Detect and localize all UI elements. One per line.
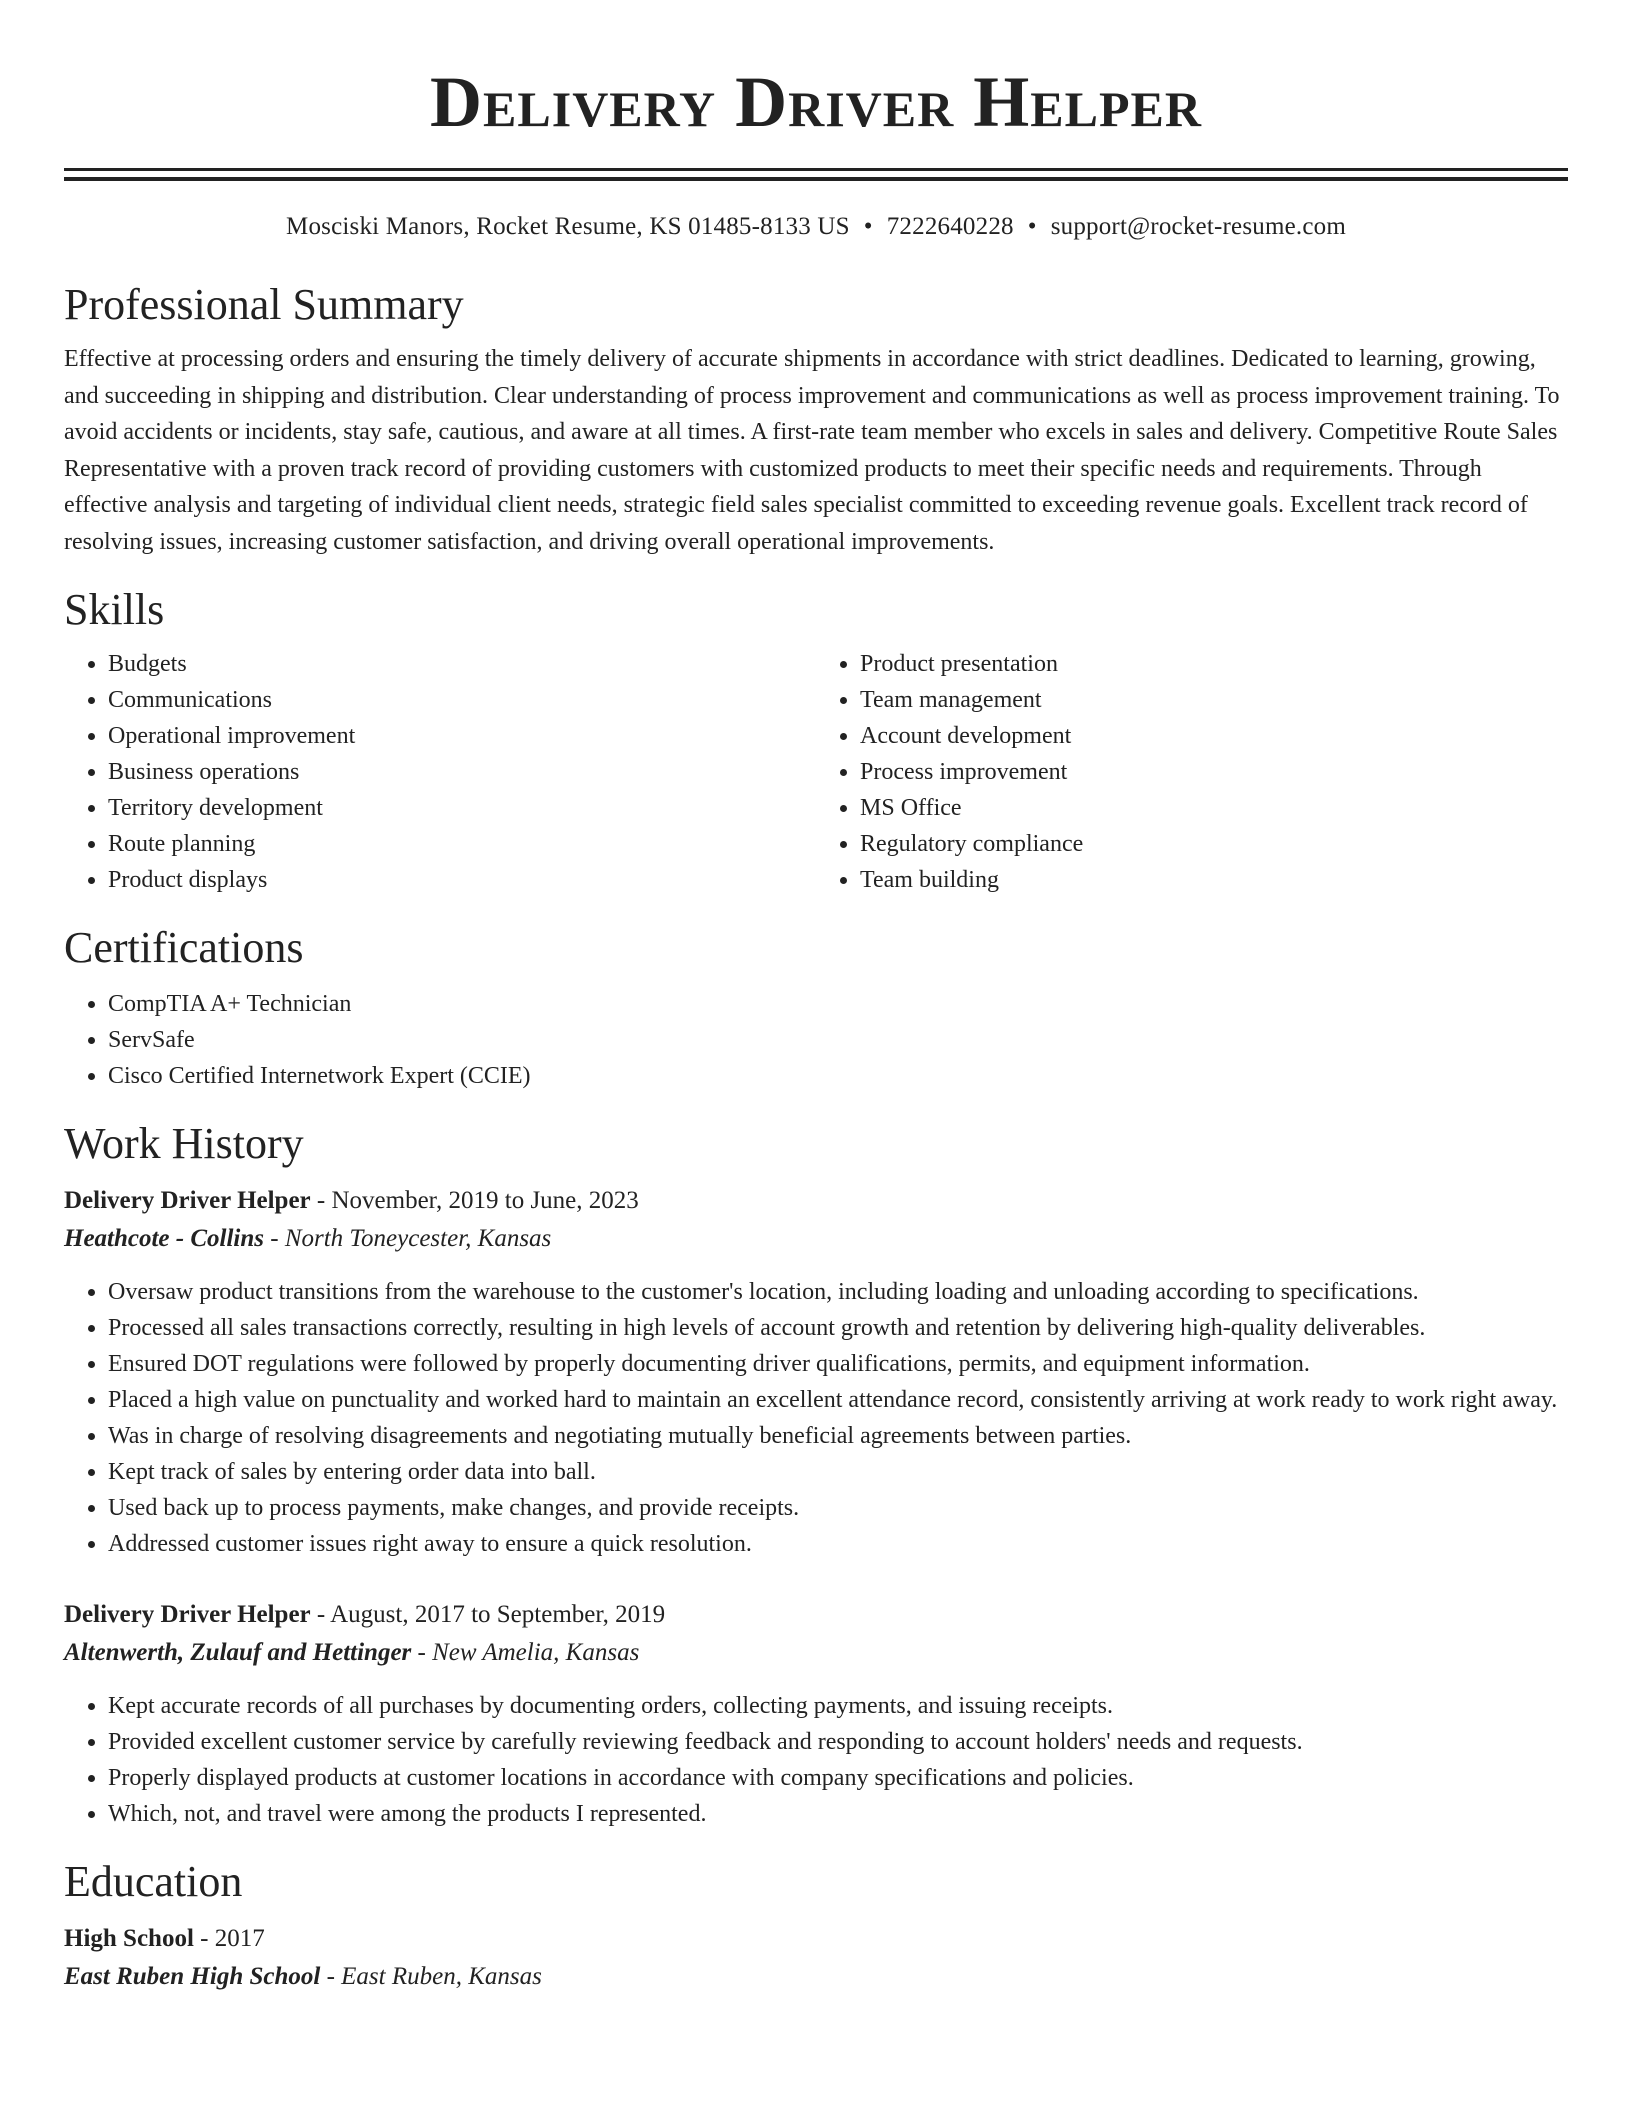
- job-duty: • Ensured DOT regulations were followed by properly documenting driver qualifications, permits, and equipment information.: [108, 1346, 1568, 1382]
- skill-item: • Territory development: [108, 790, 816, 826]
- skills-list-right: [816, 646, 1568, 898]
- education-degree: High School: [64, 1925, 194, 1952]
- contact-phone: 7222640228: [886, 213, 1014, 240]
- job-title: Delivery Driver Helper: [64, 1601, 311, 1628]
- job-location: - North Toneycester, Kansas: [264, 1225, 552, 1252]
- certifications-list: [64, 986, 1568, 1094]
- skill-item: • Team management: [860, 682, 1568, 718]
- education-school: East Ruben High School: [64, 1963, 321, 1990]
- skill-item: • Business operations: [108, 754, 816, 790]
- certification-item: • Cisco Certified Internetwork Expert (CCIE): [108, 1058, 1568, 1094]
- job-dates: - November, 2019 to June, 2023: [310, 1187, 639, 1214]
- section-heading-certifications: Certifications: [64, 923, 304, 972]
- skill-item: • Product displays: [108, 862, 816, 898]
- section-heading-skills: Skills: [64, 585, 165, 634]
- skill-item: • Communications: [108, 682, 816, 718]
- job-duty: • Processed all sales transactions correctly, resulting in high levels of account growth and retention by delivering high-quality deliverables.: [108, 1310, 1568, 1346]
- skill-item: • Budgets: [108, 646, 816, 682]
- skill-item: • Product presentation: [860, 646, 1568, 682]
- job-duty: • Kept accurate records of all purchases by documenting orders, collecting payments, and issuing receipts.: [108, 1688, 1568, 1724]
- job-company-line: [64, 1220, 1568, 1258]
- skill-item: • Regulatory compliance: [860, 826, 1568, 862]
- education-degree-line: [64, 1920, 1568, 1958]
- job-title: Delivery Driver Helper: [64, 1187, 311, 1214]
- job-entry: [64, 1182, 1568, 1562]
- education-location: - East Ruben, Kansas: [320, 1963, 542, 1990]
- job-entry: [64, 1596, 1568, 1832]
- education-school-line: [64, 1958, 1568, 1996]
- job-location: - New Amelia, Kansas: [411, 1639, 640, 1666]
- job-duty: • Kept track of sales by entering order data into ball.: [108, 1454, 1568, 1490]
- contact-line: [64, 211, 1568, 243]
- section-heading-education: Education: [64, 1857, 243, 1906]
- skill-item: • Process improvement: [860, 754, 1568, 790]
- summary-text: Effective at processing orders and ensuring the timely delivery of accurate shipments in accordance with strict deadlines. Dedicated to learning, growing, and succeeding in shipping and distribution. Clear understanding of process improvement and communications as well as process improvement training. To avoid accidents or incidents, stay safe, cautious, and aware at all times. A first-rate team member who excels in sales and delivery. Competitive Route Sales Representative with a proven track record of providing customers with customized products to meet their specific needs and requirements. Through effective analysis and targeting of individual client needs, strategic field sales specialist committed to exceeding revenue goals. Excellent track record of resolving issues, increasing customer satisfaction, and driving overall operational improvements.: [64, 346, 1560, 555]
- skills-list-left: [64, 646, 816, 898]
- job-company: Altenwerth, Zulauf and Hettinger: [64, 1639, 412, 1666]
- job-duty: • Properly displayed products at customer locations in accordance with company specifications and policies.: [108, 1760, 1568, 1796]
- job-duty: • Placed a high value on punctuality and worked hard to maintain an excellent attendance record, consistently arriving at work ready to work right away.: [108, 1382, 1568, 1418]
- job-duties-list: [64, 1688, 1568, 1832]
- job-title-line: [64, 1596, 1568, 1634]
- section-heading-work-history: Work History: [64, 1119, 304, 1168]
- skill-item: • Account development: [860, 718, 1568, 754]
- job-duty: • Provided excellent customer service by carefully reviewing feedback and responding to account holders' needs and requests.: [108, 1724, 1568, 1760]
- job-duty: • Addressed customer issues right away to ensure a quick resolution.: [108, 1526, 1568, 1562]
- skill-item: • Route planning: [108, 826, 816, 862]
- job-duty: • Which, not, and travel were among the products I represented.: [108, 1796, 1568, 1832]
- job-company: Heathcote - Collins: [64, 1225, 264, 1252]
- certification-item: • ServSafe: [108, 1022, 1568, 1058]
- job-title-line: [64, 1182, 1568, 1220]
- contact-email: support@rocket-resume.com: [1050, 213, 1346, 240]
- skill-item: • MS Office: [860, 790, 1568, 826]
- job-duty: • Was in charge of resolving disagreements and negotiating mutually beneficial agreements between parties.: [108, 1418, 1568, 1454]
- candidate-name: Delivery Driver Helper: [430, 62, 1202, 142]
- header-divider-bottom: [64, 177, 1568, 181]
- certification-item: • CompTIA A+ Technician: [108, 986, 1568, 1022]
- education-entry: [64, 1920, 1568, 1996]
- header-divider-top: [64, 168, 1568, 171]
- skill-item: • Operational improvement: [108, 718, 816, 754]
- job-duty: • Oversaw product transitions from the warehouse to the customer's location, including loading and unloading according to specifications.: [108, 1274, 1568, 1310]
- skill-item: • Team building: [860, 862, 1568, 898]
- job-duty: • Used back up to process payments, make changes, and provide receipts.: [108, 1490, 1568, 1526]
- job-dates: - August, 2017 to September, 2019: [310, 1601, 666, 1628]
- contact-address: Mosciski Manors, Rocket Resume, KS 01485-8133 US: [286, 213, 850, 240]
- education-year: - 2017: [193, 1925, 265, 1952]
- contact-separator: •: [863, 213, 873, 240]
- skills-grid: [64, 646, 1568, 898]
- contact-separator: •: [1027, 213, 1037, 240]
- job-duties-list: [64, 1274, 1568, 1562]
- section-heading-summary: Professional Summary: [64, 280, 464, 329]
- job-company-line: [64, 1634, 1568, 1672]
